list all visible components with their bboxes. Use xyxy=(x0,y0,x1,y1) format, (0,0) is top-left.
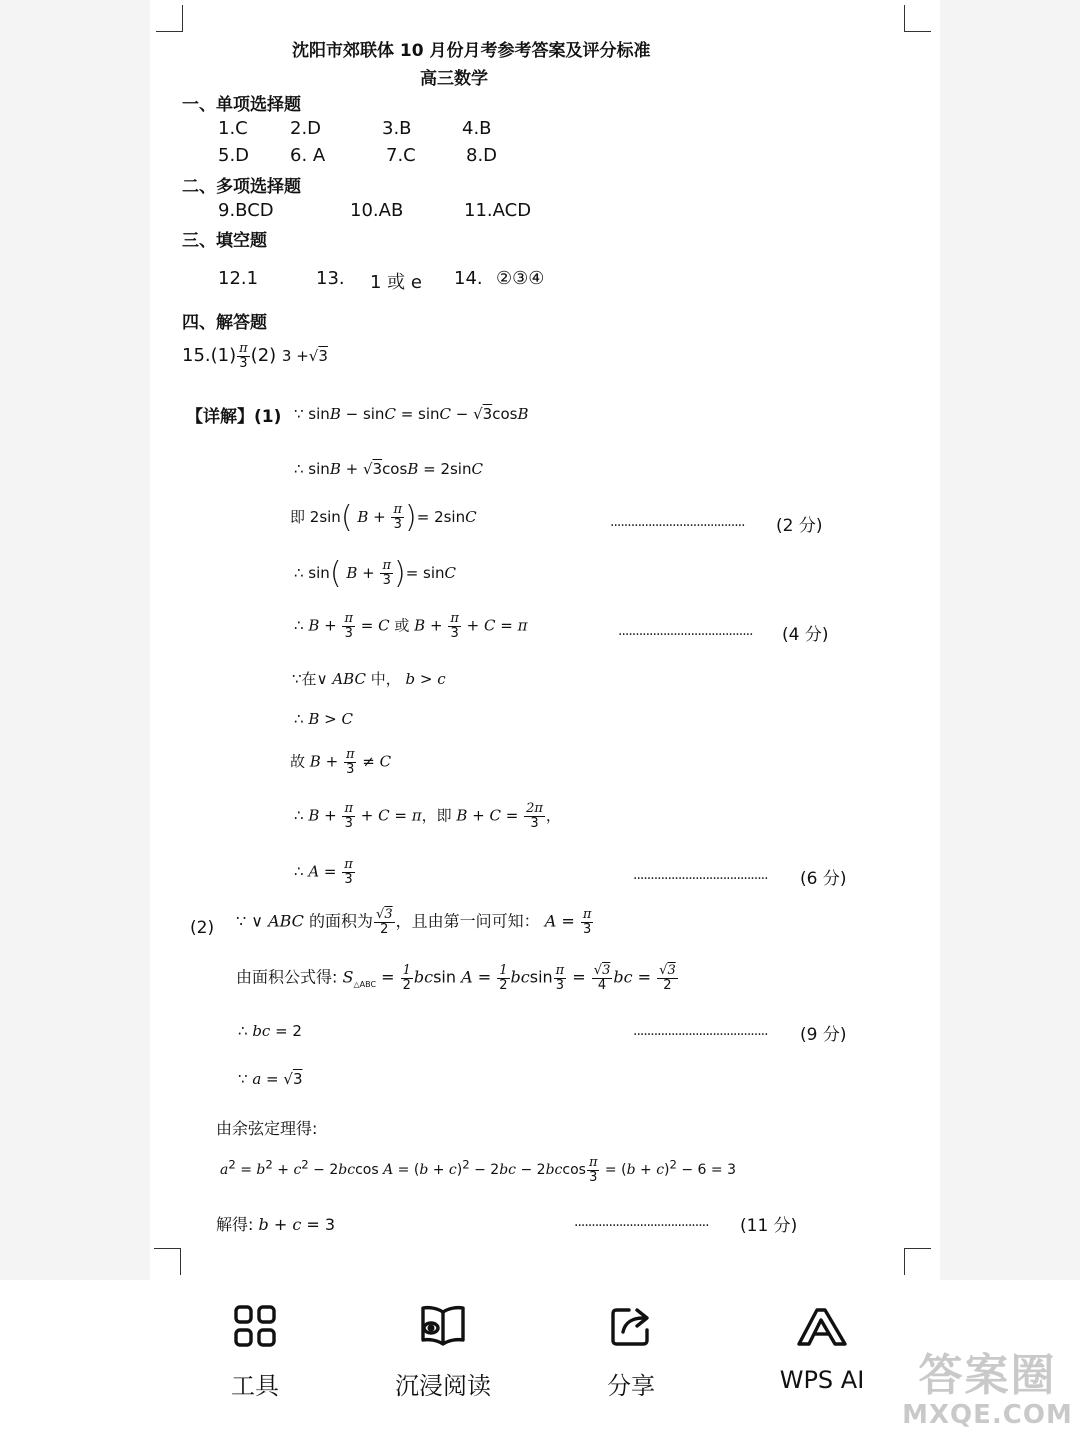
score-1: (2 分) xyxy=(776,516,823,536)
eq-13: ∴ bc = 2 xyxy=(238,1022,302,1040)
toolbar-wps-ai-label: WPS AI xyxy=(779,1366,865,1394)
toolbar-share-label: 分享 xyxy=(607,1372,655,1400)
q15-detail-label: 【详解】(1) xyxy=(186,407,282,427)
crop-mark-top-right xyxy=(904,5,931,32)
answer-13: 1 或 e xyxy=(370,272,422,293)
score-dots-5: ....................................... xyxy=(574,1214,709,1230)
toolbar-immersive-read-button[interactable] xyxy=(343,1300,543,1401)
answer-14: ②③④ xyxy=(496,268,545,289)
eq-6: ∵在∨ ABC 中， b > c xyxy=(292,670,446,688)
answer-7: 7.C xyxy=(386,145,416,166)
eq-15: $a^2 = b^2 + c^2 - 2bccos$ $A = (b + c)^2 - 2bc - 2bccos$ $\frac{\pi}{3}$ = $(b + c)^2 - 6 = 3$ xyxy=(220,1155,736,1185)
doc-title: 沈阳市郊联体 10 月份月考参考答案及评分标准 xyxy=(292,41,651,61)
answer-10: 10.AB xyxy=(350,200,404,221)
toolbar-share-button[interactable] xyxy=(531,1300,731,1401)
crop-mark-bottom-right xyxy=(904,1248,931,1275)
answer-2: 2.D xyxy=(290,118,322,139)
section-multi-choice: 二、多项选择题 xyxy=(182,177,301,197)
answer-13-label: 13. xyxy=(316,268,345,289)
eq-4: ∴ sin( B + $\frac{\pi}{3}$ )= sinC xyxy=(294,556,457,591)
answer-5: 5.D xyxy=(218,145,250,166)
answer-12: 12.1 xyxy=(218,268,259,289)
answer-14-label: 14. xyxy=(454,268,483,289)
eq-16: 解得: b + c = 3 xyxy=(216,1215,336,1234)
toolbar-tools-label: 工具 xyxy=(231,1372,279,1400)
eq-11: ∵ ∨ ABC 的面积为 $\frac{√3}{2}$ ，且由第一问可知： A = $\frac{\pi}{3}$ xyxy=(236,907,592,937)
eq-5: ∴ B + $\frac{\pi}{3}$ = C 或 B + $\frac{\pi}{3}$ + C = π xyxy=(294,611,528,641)
answer-9: 9.BCD xyxy=(218,200,274,221)
score-dots-2: ....................................... xyxy=(618,623,753,639)
doc-subtitle: 高三数学 xyxy=(420,69,488,89)
section-fill-blank: 三、填空题 xyxy=(182,231,267,251)
cosine-law-label: 由余弦定理得: xyxy=(216,1119,318,1138)
answer-1: 1.C xyxy=(218,118,248,139)
q15-answer: 15.(1) $\frac{\pi}{3}$ (2) 3 +√3 xyxy=(182,341,328,371)
score-4: (9 分) xyxy=(800,1025,847,1045)
grid-tools-icon xyxy=(155,1300,355,1352)
toolbar-tools-button[interactable] xyxy=(155,1300,355,1401)
score-3: (6 分) xyxy=(800,869,847,889)
score-dots-4: ....................................... xyxy=(633,1023,768,1039)
toolbar-immersive-read-label: 沉浸阅读 xyxy=(395,1372,491,1400)
eq-1: ∵ sinB − sinC = sinC − √3cosB xyxy=(294,405,529,423)
section-solutions: 四、解答题 xyxy=(182,313,267,333)
eq-2: ∴ sinB + √3cosB = 2sinC xyxy=(294,460,483,478)
answer-3: 3.B xyxy=(382,118,412,139)
watermark-logo: 答案圈 MXQE.COM xyxy=(902,1350,1073,1430)
crop-mark-bottom-left xyxy=(154,1248,181,1275)
score-5: (11 分) xyxy=(740,1216,798,1236)
eq-8: 故 B + $\frac{\pi}{3}$ ≠ C xyxy=(290,747,392,777)
score-dots-1: ....................................... xyxy=(610,514,745,530)
answer-8: 8.D xyxy=(466,145,498,166)
score-dots-3: ....................................... xyxy=(633,867,768,883)
part-2-label: (2) xyxy=(190,918,215,938)
score-2: (4 分) xyxy=(782,625,829,645)
eq-10: ∴ A = $\frac{\pi}{3}$ xyxy=(294,857,353,887)
toolbar-wps-ai-button[interactable] xyxy=(722,1300,922,1394)
eq-3: 即 2sin( B + $\frac{\pi}{3}$ )= 2sinC xyxy=(290,500,477,535)
crop-mark-top-left xyxy=(156,5,183,32)
immersive-read-icon xyxy=(343,1300,543,1352)
eq-14: ∵ a = √3 xyxy=(238,1070,303,1088)
eq-7: ∴ B > C xyxy=(294,710,353,728)
section-single-choice: 一、单项选择题 xyxy=(182,95,301,115)
answer-4: 4.B xyxy=(462,118,492,139)
share-icon xyxy=(531,1300,731,1352)
wps-ai-icon xyxy=(722,1300,922,1352)
eq-9: ∴ B + $\frac{\pi}{3}$ + C = π，即 B + C = $\frac{2\pi}{3}$ ， xyxy=(294,801,561,831)
answer-11: 11.ACD xyxy=(464,200,532,221)
answer-6: 6. A xyxy=(290,145,326,166)
eq-12: 由面积公式得: $S_{\triangle ABC}$ = $\frac{1}{2}$ bcsin A = $\frac{1}{2}$ bcsin $\frac{\pi}{3}$ = $\frac{√3}{4}$ bc = $\frac{√3}{2}$ xyxy=(236,963,676,993)
